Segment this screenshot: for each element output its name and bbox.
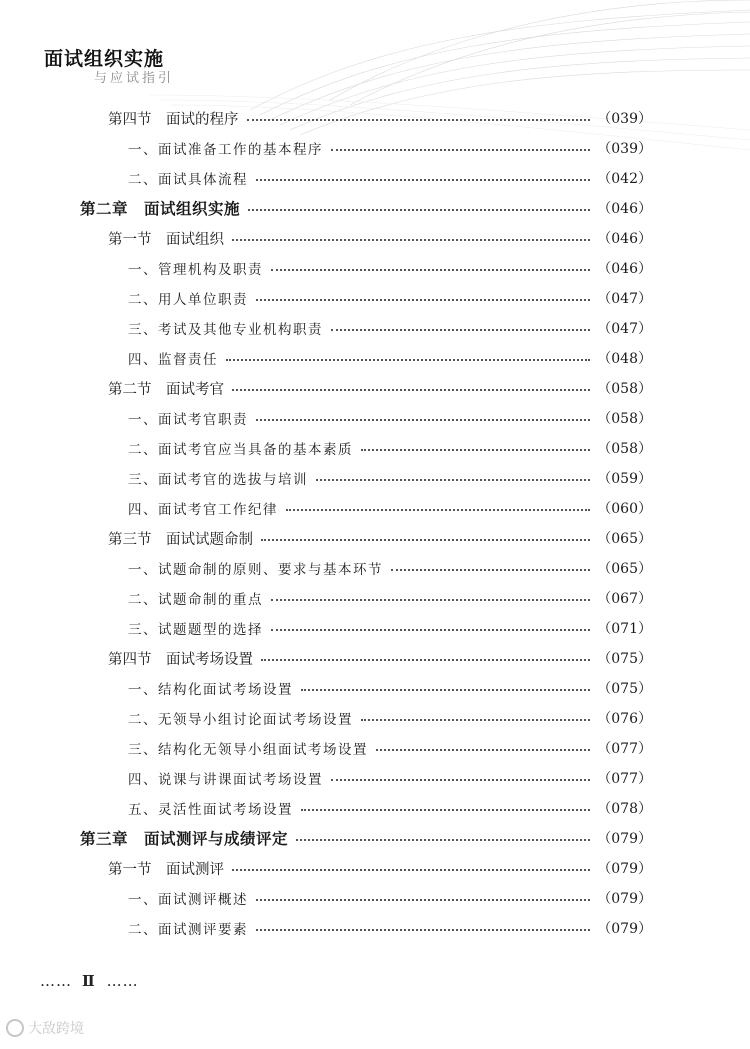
toc-entry-item[interactable] — [0, 163, 750, 193]
toc-entry-item[interactable] — [0, 313, 750, 343]
toc-entry-title: 二、面试具体流程 — [128, 172, 248, 188]
toc-entry-page-number: （079） — [597, 891, 652, 907]
toc-entry-page-number: （046） — [597, 231, 652, 247]
toc-entry-title: 第四节 面试的程序 — [108, 111, 239, 128]
toc-entry-title: 三、面试考官的选拔与培训 — [128, 472, 308, 488]
toc-entry-item[interactable] — [0, 553, 750, 583]
toc-entry-title: 第三节 面试试题命制 — [108, 531, 253, 548]
dot-leader — [331, 329, 590, 331]
toc-entry-item[interactable] — [0, 283, 750, 313]
watermark-logo-icon — [6, 1019, 24, 1037]
toc-entry-page-number: （079） — [597, 921, 652, 937]
dot-leader — [256, 419, 590, 421]
dot-leader — [247, 119, 591, 121]
toc-entry-section[interactable] — [0, 523, 750, 553]
toc-entry-item[interactable] — [0, 763, 750, 793]
running-header-subtitle: 与应试指引 — [94, 71, 175, 86]
dot-leader — [296, 839, 590, 841]
toc-entry-page-number: （046） — [597, 201, 652, 217]
dot-leader — [271, 599, 590, 601]
toc-entry-section[interactable] — [0, 373, 750, 403]
dot-leader — [331, 149, 590, 151]
dot-leader — [391, 569, 590, 571]
toc-entry-title: 第三章 面试测评与成绩评定 — [80, 830, 289, 848]
toc-entry-page-number: （071） — [597, 621, 652, 637]
toc-entry-page-number: （047） — [597, 291, 652, 307]
toc-entry-item[interactable] — [0, 403, 750, 433]
toc-entry-page-number: （058） — [597, 411, 652, 427]
toc-entry-page-number: （075） — [597, 681, 652, 697]
toc-entry-page-number: （077） — [597, 741, 652, 757]
toc-entry-item[interactable] — [0, 493, 750, 523]
toc-entry-title: 四、监督责任 — [128, 352, 218, 368]
toc-entry-item[interactable] — [0, 913, 750, 943]
toc-entry-item[interactable] — [0, 253, 750, 283]
toc-entry-page-number: （079） — [597, 861, 652, 877]
toc-entry-title: 二、面试测评要素 — [128, 922, 248, 938]
toc-entry-title: 二、面试考官应当具备的基本素质 — [128, 442, 353, 458]
toc-entry-page-number: （067） — [597, 591, 652, 607]
dot-leader — [361, 719, 590, 721]
dot-leader — [361, 449, 590, 451]
toc-entry-title: 一、面试考官职责 — [128, 412, 248, 428]
toc-entry-item[interactable] — [0, 883, 750, 913]
dot-leader — [226, 359, 590, 361]
toc-entry-title: 二、试题命制的重点 — [128, 592, 263, 608]
toc-entry-page-number: （042） — [597, 171, 652, 187]
toc-entry-page-number: （058） — [597, 441, 652, 457]
page-number: Ⅱ — [82, 972, 97, 990]
toc-entry-title: 第二节 面试考官 — [108, 381, 224, 398]
dot-leader — [256, 899, 590, 901]
toc-entry-page-number: （065） — [597, 531, 652, 547]
dot-leader — [271, 629, 590, 631]
toc-entry-title: 一、试题命制的原则、要求与基本环节 — [128, 562, 383, 578]
toc-entry-page-number: （048） — [597, 351, 652, 367]
toc-entry-title: 二、无领导小组讨论面试考场设置 — [128, 712, 353, 728]
dot-leader — [271, 269, 590, 271]
toc-entry-title: 五、灵活性面试考场设置 — [128, 802, 293, 818]
toc-entry-section[interactable] — [0, 223, 750, 253]
dot-leader — [261, 659, 590, 661]
dot-leader — [232, 869, 590, 871]
toc-entry-title: 二、用人单位职责 — [128, 292, 248, 308]
toc-entry-title: 三、试题题型的选择 — [128, 622, 263, 638]
toc-entry-item[interactable] — [0, 733, 750, 763]
toc-entry-page-number: （046） — [597, 261, 652, 277]
toc-entry-item[interactable] — [0, 583, 750, 613]
toc-entry-chapter[interactable] — [0, 823, 750, 853]
watermark — [6, 1018, 84, 1038]
toc-entry-page-number: （039） — [597, 111, 652, 127]
dot-leader — [248, 209, 590, 211]
toc-entry-title: 一、面试测评概述 — [128, 892, 248, 908]
toc-entry-chapter[interactable] — [0, 193, 750, 223]
toc-entry-item[interactable] — [0, 433, 750, 463]
toc-entry-title: 一、结构化面试考场设置 — [128, 682, 293, 698]
page-footer — [40, 972, 139, 990]
toc-entry-item[interactable] — [0, 673, 750, 703]
toc-entry-item[interactable] — [0, 703, 750, 733]
toc-entry-title: 第二章 面试组织实施 — [80, 200, 241, 218]
toc-entry-title: 三、考试及其他专业机构职责 — [128, 322, 323, 338]
dot-leader — [256, 299, 590, 301]
dot-leader — [232, 389, 590, 391]
dot-leader — [376, 749, 590, 751]
toc-entry-title: 一、管理机构及职责 — [128, 262, 263, 278]
toc-entry-item[interactable] — [0, 613, 750, 643]
dot-leader — [286, 509, 590, 511]
toc-entry-item[interactable] — [0, 793, 750, 823]
dot-leader — [261, 539, 590, 541]
toc-entry-page-number: （075） — [597, 651, 652, 667]
toc-entry-section[interactable] — [0, 643, 750, 673]
dot-leader — [331, 779, 590, 781]
toc-entry-page-number: （058） — [597, 381, 652, 397]
dot-leader — [301, 689, 590, 691]
toc-entry-title: 一、面试准备工作的基本程序 — [128, 142, 323, 158]
toc-entry-title: 第一节 面试组织 — [108, 231, 224, 248]
toc-entry-page-number: （078） — [597, 801, 652, 817]
toc-entry-item[interactable] — [0, 133, 750, 163]
dot-leader — [256, 179, 590, 181]
toc-entry-page-number: （039） — [597, 141, 652, 157]
toc-entry-title: 四、面试考官工作纪律 — [128, 502, 278, 518]
running-header-title: 面试组织实施 — [44, 48, 165, 70]
toc-entry-title: 三、结构化无领导小组面试考场设置 — [128, 742, 368, 758]
toc-entry-title: 第四节 面试考场设置 — [108, 651, 253, 668]
dot-leader — [316, 479, 590, 481]
toc-entry-page-number: （059） — [597, 471, 652, 487]
toc-entry-page-number: （065） — [597, 561, 652, 577]
toc-entry-title: 四、说课与讲课面试考场设置 — [128, 772, 323, 788]
footer-left-dots: …… — [40, 972, 72, 990]
dot-leader — [301, 809, 590, 811]
toc-entry-item[interactable] — [0, 343, 750, 373]
toc-entry-page-number: （047） — [597, 321, 652, 337]
toc-entry-item[interactable] — [0, 463, 750, 493]
toc-entry-section[interactable] — [0, 853, 750, 883]
toc-entry-page-number: （076） — [597, 711, 652, 727]
dot-leader — [256, 929, 590, 931]
watermark-text: 大敌跨境 — [28, 1021, 84, 1037]
toc-entry-page-number: （077） — [597, 771, 652, 787]
dot-leader — [232, 239, 590, 241]
toc-entry-title: 第一节 面试测评 — [108, 861, 224, 878]
toc-entry-section[interactable] — [0, 103, 750, 133]
toc-entry-page-number: （060） — [597, 501, 652, 517]
toc-entry-page-number: （079） — [597, 831, 652, 847]
footer-right-dots: …… — [106, 972, 139, 990]
